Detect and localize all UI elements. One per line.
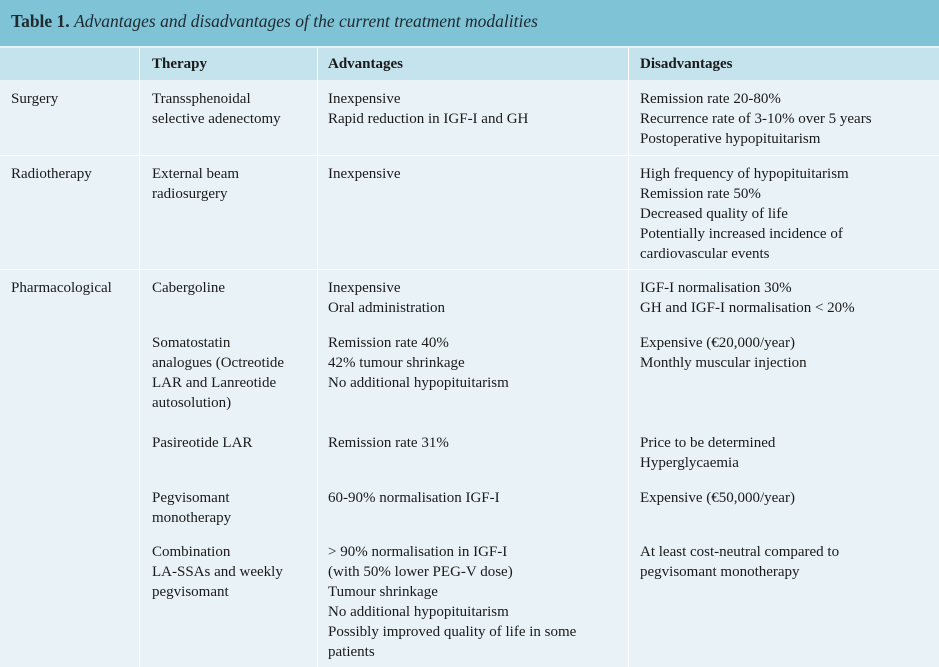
cell-line: cardiovascular events (640, 246, 770, 262)
cell-line: 60-90% normalisation IGF-I (328, 490, 500, 506)
cell-line: IGF-I normalisation 30% (640, 280, 792, 296)
cell-advantages (328, 89, 528, 129)
cell-category: Surgery (11, 91, 59, 107)
cell-line: Decreased quality of life (640, 206, 788, 222)
cell-line: Remission rate 31% (328, 435, 449, 451)
cell-advantages (328, 164, 400, 184)
cell-line: pegvisomant (152, 584, 229, 600)
cell-line: Possibly improved quality of life in some (328, 624, 577, 640)
cell-line: Inexpensive (328, 166, 401, 182)
cell-line: Remission rate 20-80% (640, 91, 781, 107)
cell-line: autosolution) (152, 395, 232, 411)
table-header-row (0, 48, 939, 80)
cell-line: (with 50% lower PEG-V dose) (328, 564, 513, 580)
row-divider (0, 155, 939, 156)
cell-therapy (152, 433, 252, 453)
header-disadvantages: Disadvantages (640, 56, 733, 72)
cell-category: Pharmacological (11, 280, 112, 296)
cell-line: 42% tumour shrinkage (328, 355, 465, 371)
cell-line: Cabergoline (152, 280, 226, 296)
table-title-bar (0, 0, 939, 46)
cell-line: Oral administration (328, 300, 446, 316)
column-divider (317, 48, 318, 667)
cell-line: External beam (152, 166, 240, 182)
cell-line: Transsphenoidal (152, 91, 251, 107)
cell-line: Expensive (€20,000/year) (640, 335, 795, 351)
cell-therapy (152, 542, 283, 602)
cell-line: Price to be determined (640, 435, 776, 451)
cell-line: Rapid reduction in IGF-I and GH (328, 111, 529, 127)
cell-therapy (152, 89, 281, 129)
cell-line: LA-SSAs and weekly (152, 564, 283, 580)
cell-line: patients (328, 644, 375, 660)
cell-category: Radiotherapy (11, 166, 92, 182)
cell-line: No additional hypopituitarism (328, 604, 509, 620)
cell-line: Pegvisomant (152, 490, 230, 506)
cell-line: Pasireotide LAR (152, 435, 253, 451)
cell-line: monotherapy (152, 510, 232, 526)
cell-line: selective adenectomy (152, 111, 281, 127)
row-divider (0, 269, 939, 270)
cell-line: Remission rate 40% (328, 335, 449, 351)
header-advantages: Advantages (328, 56, 404, 72)
cell-therapy (152, 278, 225, 298)
cell-line: Potentially increased incidence of (640, 226, 843, 242)
cell-line: Somatostatin (152, 335, 231, 351)
table-label: Table 1. (11, 11, 70, 31)
cell-therapy (152, 333, 284, 413)
cell-disadvantages (640, 333, 807, 373)
cell-line: Combination (152, 544, 231, 560)
cell-advantages (328, 333, 509, 393)
cell-line: Tumour shrinkage (328, 584, 438, 600)
cell-advantages (328, 542, 576, 662)
cell-disadvantages (640, 164, 849, 264)
cell-disadvantages (640, 278, 855, 318)
column-divider (628, 48, 629, 667)
cell-advantages (328, 278, 445, 318)
cell-line: radiosurgery (152, 186, 228, 202)
cell-line: Expensive (€50,000/year) (640, 490, 795, 506)
cell-line: At least cost-neutral compared to (640, 544, 840, 560)
header-therapy: Therapy (152, 56, 208, 72)
cell-therapy (152, 488, 231, 528)
cell-line: pegvisomant monotherapy (640, 564, 800, 580)
cell-disadvantages (640, 433, 775, 473)
cell-advantages (328, 433, 449, 453)
cell-line: Monthly muscular injection (640, 355, 807, 371)
cell-line: No additional hypopituitarism (328, 375, 509, 391)
cell-line: > 90% normalisation in IGF-I (328, 544, 508, 560)
cell-line: Recurrence rate of 3-10% over 5 years (640, 111, 872, 127)
cell-line: Postoperative hypopituitarism (640, 131, 821, 147)
cell-line: Inexpensive (328, 91, 401, 107)
cell-advantages (328, 488, 500, 508)
cell-line: Inexpensive (328, 280, 401, 296)
cell-line: Hyperglycaemia (640, 455, 739, 471)
cell-line: GH and IGF-I normalisation < 20% (640, 300, 855, 316)
cell-disadvantages (640, 542, 839, 582)
cell-line: Remission rate 50% (640, 186, 761, 202)
column-divider (139, 48, 140, 667)
cell-line: High frequency of hypopituitarism (640, 166, 849, 182)
cell-line: analogues (Octreotide (152, 355, 285, 371)
table-caption: Advantages and disadvantages of the current treatment modalities (74, 11, 538, 31)
cell-therapy (152, 164, 239, 204)
cell-disadvantages (640, 488, 795, 508)
cell-line: LAR and Lanreotide (152, 375, 277, 391)
cell-disadvantages (640, 89, 872, 149)
